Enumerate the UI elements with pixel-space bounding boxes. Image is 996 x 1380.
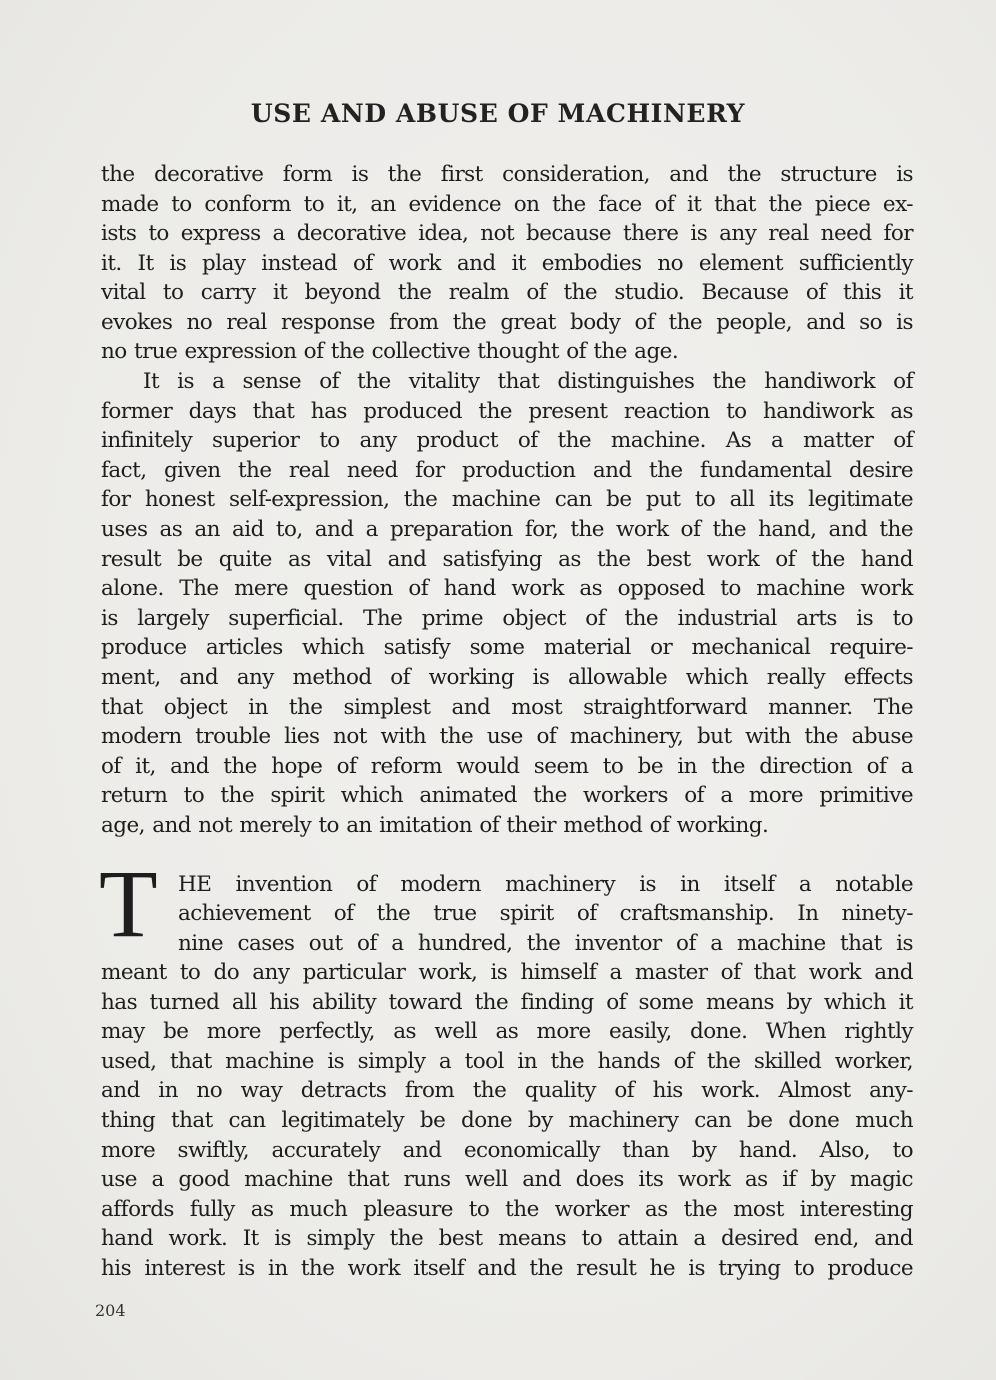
text-line: It is a sense of the vitality that distinguishes the handiwork of — [143, 369, 913, 394]
text-line: vital to carry it beyond the realm of the studio. Because of this it — [101, 280, 913, 305]
text-line: may be more perfectly, as well as more easily, done. When rightly — [101, 1019, 913, 1044]
text-line: fact, given the real need for production and the fundamental desire — [101, 458, 913, 483]
text-line: is largely superficial. The prime object of the industrial arts is to — [101, 606, 913, 631]
text-line: meant to do any particular work, is himself a master of that work and — [101, 960, 913, 985]
text-line: modern trouble lies not with the use of machinery, but with the abuse — [101, 724, 913, 749]
text-line: result be quite as vital and satisfying as the best work of the hand — [101, 547, 913, 572]
text-line: alone. The mere question of hand work as opposed to machine work — [101, 576, 913, 601]
text-line: HE invention of modern machinery is in itself a notable — [178, 872, 913, 897]
text-line: for honest self-expression, the machine can be put to all its legitimate — [101, 487, 913, 512]
text-line: hand work. It is simply the best means to attain a desired end, and — [101, 1226, 913, 1251]
text-line: uses as an aid to, and a preparation for, the work of the hand, and the — [101, 517, 913, 542]
text-line: ists to express a decorative idea, not because there is any real need for — [101, 221, 913, 246]
drop-cap: T — [99, 850, 158, 957]
text-line: nine cases out of a hundred, the inventor of a machine that is — [178, 931, 913, 956]
text-line: the decorative form is the first consideration, and the structure is — [101, 162, 913, 187]
text-line: former days that has produced the present reaction to handiwork as — [101, 399, 913, 424]
text-line: use a good machine that runs well and does its work as if by magic — [101, 1167, 913, 1192]
page-number: 204 — [95, 1301, 126, 1320]
running-head: USE AND ABUSE OF MACHINERY — [250, 99, 746, 128]
text-line: no true expression of the collective thought of the age. — [101, 339, 679, 364]
text-line: return to the spirit which animated the workers of a more primitive — [101, 783, 913, 808]
text-line: affords fully as much pleasure to the worker as the most interesting — [101, 1197, 913, 1222]
text-line: made to conform to it, an evidence on the face of it that the piece ex- — [101, 192, 913, 217]
text-line: thing that can legitimately be done by machinery can be done much — [101, 1108, 913, 1133]
text-line: it. It is play instead of work and it embodies no element sufficiently — [101, 251, 913, 276]
text-line: infinitely superior to any product of the machine. As a matter of — [101, 428, 913, 453]
text-line: produce articles which satisfy some material or mechanical require- — [101, 635, 913, 660]
text-line: more swiftly, accurately and economically than by hand. Also, to — [101, 1138, 913, 1163]
text-line: and in no way detracts from the quality of his work. Almost any- — [101, 1078, 913, 1103]
text-line: has turned all his ability toward the finding of some means by which it — [101, 990, 913, 1015]
text-line: achievement of the true spirit of craftsmanship. In ninety- — [178, 901, 913, 926]
text-line: evokes no real response from the great body of the people, and so is — [101, 310, 913, 335]
text-line: ment, and any method of working is allowable which really effects — [101, 665, 913, 690]
text-line: his interest is in the work itself and the result he is trying to produce — [101, 1256, 913, 1281]
text-line: that object in the simplest and most straightforward manner. The — [101, 695, 913, 720]
text-line: age, and not merely to an imitation of their method of working. — [101, 813, 769, 838]
text-line: used, that machine is simply a tool in the hands of the skilled worker, — [101, 1049, 913, 1074]
text-line: of it, and the hope of reform would seem to be in the direction of a — [101, 754, 913, 779]
